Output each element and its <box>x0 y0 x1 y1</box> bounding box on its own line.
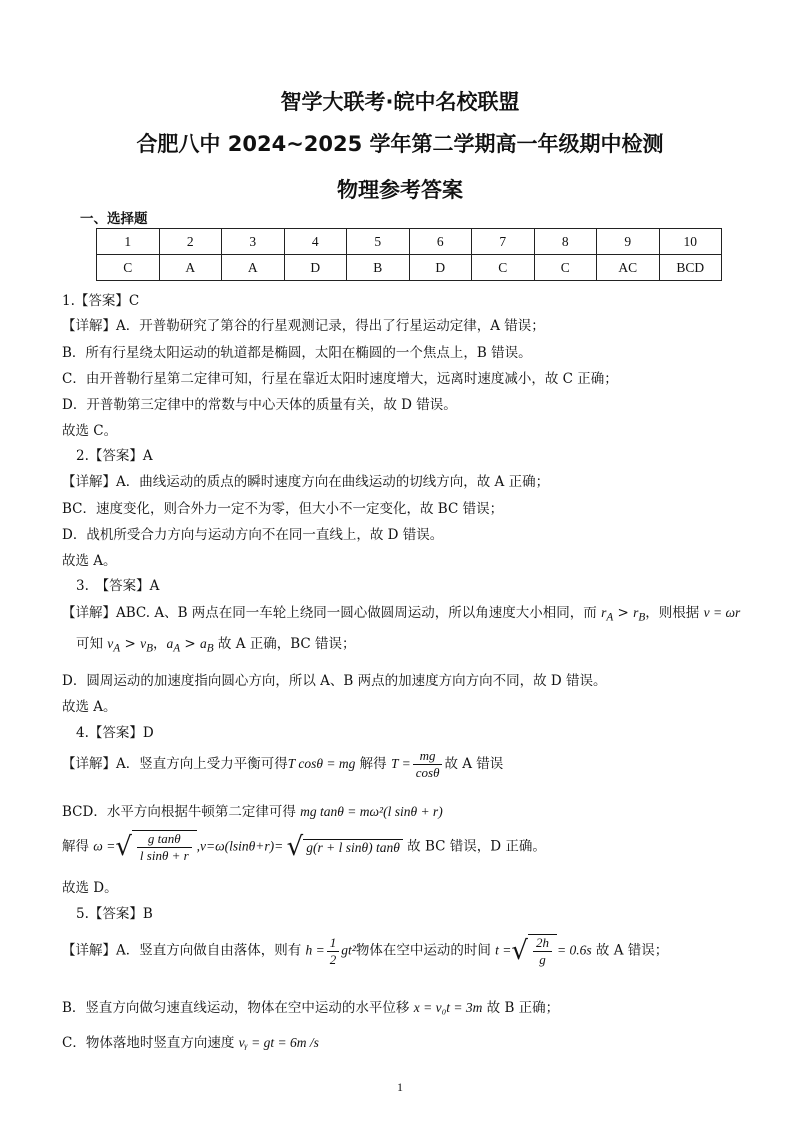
q4-bcd-eq: mg tanθ = mω²(l sinθ + r) <box>300 804 443 819</box>
q5-a-frac <box>327 935 340 968</box>
table-cell: 1 <box>97 229 160 255</box>
q2-bc: BC．速度变化，则合外力一定不为零，但大小不一定变化，故 BC 错误； <box>62 501 504 517</box>
q1-head: 1.【答案】C <box>62 293 140 309</box>
q4-a-eq: T cosθ = mg <box>287 756 356 771</box>
q4-sol-omega: ω = <box>93 838 116 854</box>
table-cell: AC <box>597 255 660 281</box>
q1-end: 故选 C。 <box>62 423 118 439</box>
table-cell: 5 <box>347 229 410 255</box>
q5-c-eq: vᵧ = gt = 6m /s <box>238 1035 319 1050</box>
q3-sub-b3: B <box>206 642 214 655</box>
q1-b: B．所有行星绕太阳运动的轨道都是椭圆，太阳在椭圆的一个焦点上，B 错误。 <box>62 345 532 361</box>
q4-a <box>62 748 503 781</box>
q3-a1-text: 【详解】ABC. A、B 两点在同一车轮上绕同一圆心做圆周运动，所以角速度大小相同，而 <box>62 605 602 621</box>
q3-a2-mid: ， <box>152 636 167 652</box>
table-cell: 2 <box>159 229 222 255</box>
q3-a2-pre: 可知 <box>76 636 108 652</box>
sqrt-icon: √ <box>115 832 132 862</box>
answer-table <box>96 228 722 281</box>
q5-a-gt: gt² <box>341 942 356 958</box>
q3-gt: > <box>613 605 634 621</box>
q5-b <box>62 996 559 1016</box>
table-row-answers <box>97 255 722 281</box>
q2-end: 故选 A。 <box>62 553 117 569</box>
q4-a-pre: 【详解】A．竖直方向上受力平衡可得 <box>62 756 288 772</box>
q5-b-tail: 故 B 正确； <box>482 1000 560 1016</box>
q5-a-val: = 0.6s <box>556 942 592 958</box>
q4-sol-v: ,v=ω(lsinθ+r)= <box>196 838 287 854</box>
q4-end: 故选 D。 <box>62 880 118 896</box>
table-cell: D <box>284 255 347 281</box>
q4-bcd-pre: BCD．水平方向根据牛顿第二定律可得 <box>62 804 301 820</box>
section-title: 一、选择题 <box>80 211 148 227</box>
q3-end: 故选 A。 <box>62 699 117 715</box>
q3-v-b: v <box>140 636 147 651</box>
page-number: 1 <box>397 1080 403 1094</box>
table-cell: C <box>472 255 535 281</box>
q5-a-root <box>528 934 557 968</box>
table-cell: C <box>97 255 160 281</box>
q5-a <box>62 934 668 968</box>
q5-a-num: 1 <box>327 935 340 952</box>
q3-sub-b2: B <box>146 642 153 655</box>
table-cell: B <box>347 255 410 281</box>
q5-a-pre: 【详解】A．竖直方向做自由落体，则有 <box>62 942 306 959</box>
q5-head: 5.【答案】B <box>76 906 153 922</box>
q3-a1 <box>62 601 740 624</box>
q4-a-frac <box>413 748 443 781</box>
q4-a-T: T = <box>390 756 411 771</box>
q3-sub-b: B <box>638 611 646 624</box>
q5-a-tail: 故 A 错误； <box>591 942 669 959</box>
q3-sub-a2: A <box>113 642 121 655</box>
q3-v-a: v <box>107 636 114 651</box>
q4-sol-num: g tanθ <box>137 831 192 848</box>
q5-a-mid: 物体在空中运动的时间 <box>355 942 496 959</box>
header-line2: 合肥八中 2024~2025 学年第二学期高一年级期中检测 <box>136 132 664 156</box>
q3-gt3: > <box>180 636 200 652</box>
q5-c-pre: C．物体落地时竖直方向速度 <box>62 1035 239 1051</box>
q3-r-var2: r <box>633 605 639 620</box>
q5-a-den: 2 <box>329 951 337 967</box>
table-cell: 9 <box>597 229 660 255</box>
q3-head: 3. 【答案】A <box>76 578 160 594</box>
q4-sol-sqrt: g(r + l sinθ) tanθ <box>303 839 403 856</box>
q4-a-den: cosθ <box>415 765 440 780</box>
q3-acc-a: a <box>166 636 174 651</box>
table-cell: A <box>222 255 285 281</box>
q5-a-sqden: g <box>539 952 546 967</box>
sqrt-icon: √ <box>286 832 304 862</box>
q3-sub-a3: A <box>173 642 181 655</box>
q4-sol-pre: 解得 <box>62 838 94 855</box>
q4-sol-tail: 故 BC 错误，D 正确。 <box>402 838 546 855</box>
q4-a-tail: 故 A 错误 <box>444 756 504 772</box>
q5-c <box>62 1031 319 1051</box>
header-line3: 物理参考答案 <box>337 178 463 202</box>
q3-gt2: > <box>120 636 141 652</box>
q5-a-sqnum: 2h <box>533 935 552 952</box>
table-cell: 10 <box>659 229 722 255</box>
q3-r-var: r <box>601 605 607 620</box>
table-cell: A <box>159 255 222 281</box>
q4-head: 4.【答案】D <box>76 725 154 741</box>
q5-a-h: h = <box>305 942 325 958</box>
q5-b-eq: x = v₀t = 3m <box>413 1000 483 1015</box>
table-cell: 3 <box>222 229 285 255</box>
table-cell: 6 <box>409 229 472 255</box>
q3-a2-tail: 故 A 正确，BC 错误； <box>213 636 356 652</box>
table-cell: 8 <box>534 229 597 255</box>
q3-a1-tail: ，则根据 <box>645 605 704 621</box>
q4-bcd <box>62 800 443 820</box>
q2-head: 2.【答案】A <box>76 448 153 464</box>
q3-a2 <box>76 632 356 655</box>
q5-b-pre: B．竖直方向做匀速直线运动，物体在空中运动的水平位移 <box>62 1000 414 1016</box>
q2-d: D．战机所受合力方向与运动方向不在同一直线上，故 D 错误。 <box>62 527 444 543</box>
table-cell: 4 <box>284 229 347 255</box>
q4-sol-root <box>132 830 197 864</box>
q4-sol-frac <box>137 831 192 864</box>
q4-a-mid: 解得 <box>355 756 391 772</box>
q3-d: D．圆周运动的加速度指向圆心方向，所以 A、B 两点的加速度方向方向不同，故 D 错误。 <box>62 673 607 689</box>
sqrt-icon: √ <box>511 936 528 966</box>
q4-a-num: mg <box>413 748 443 765</box>
table-cell: D <box>409 255 472 281</box>
q3-sub-a: A <box>606 611 614 624</box>
table-row-numbers <box>97 229 722 255</box>
q3-formula: v = ωr <box>703 605 741 620</box>
header-line1: 智学大联考·皖中名校联盟 <box>280 90 520 114</box>
q5-a-t: t = <box>495 942 512 958</box>
q2-a: 【详解】A．曲线运动的质点的瞬时速度方向在曲线运动的切线方向，故 A 正确； <box>62 474 550 490</box>
table-cell: BCD <box>659 255 722 281</box>
q4-sol-den: l sinθ + r <box>139 848 189 863</box>
q1-a: 【详解】A．开普勒研究了第谷的行星观测记录，得出了行星运动定律，A 错误； <box>62 318 545 334</box>
q5-a-sqfrac <box>533 935 552 968</box>
q4-sol <box>62 830 546 864</box>
q1-c: C．由开普勒行星第二定律可知，行星在靠近太阳时速度增大，远离时速度减小，故 C 正确； <box>62 371 618 387</box>
table-cell: C <box>534 255 597 281</box>
q3-acc-b: a <box>199 636 207 651</box>
table-cell: 7 <box>472 229 535 255</box>
q1-d: D．开普勒第三定律中的常数与中心天体的质量有关，故 D 错误。 <box>62 397 457 413</box>
